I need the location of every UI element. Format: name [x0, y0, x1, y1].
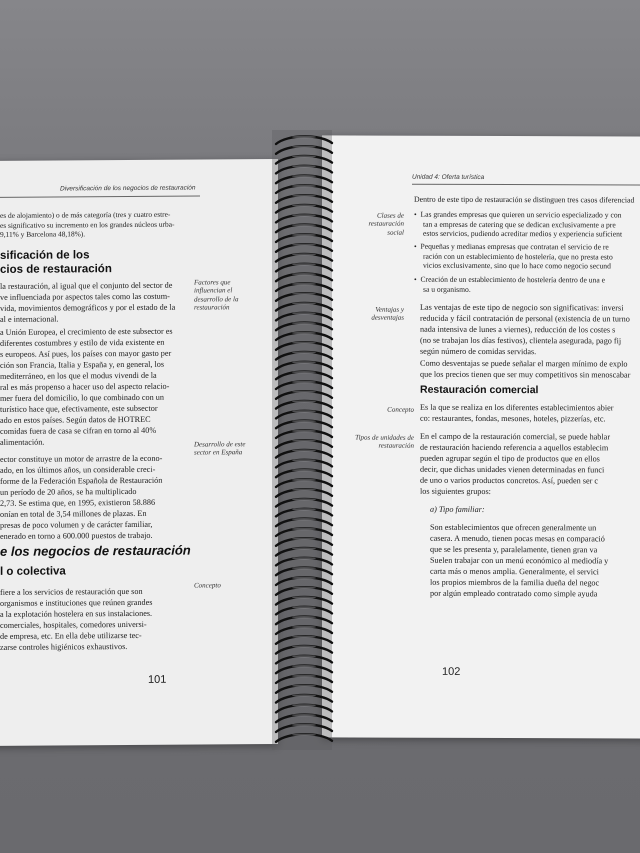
coil-highlight [292, 655, 316, 657]
coil-highlight [292, 136, 316, 138]
concepto-text: Es la que se realiza en los diferentes establecimientos abier co: restaurantes, fondas, mesones, hoteles, pizzerías, etc. [420, 402, 614, 424]
coil-highlight [292, 636, 316, 638]
margin-note-tipos: Tipos de unidades de restauración [355, 433, 414, 451]
coil-highlight [292, 675, 316, 677]
coil-highlight [292, 479, 316, 481]
coil-highlight [292, 704, 316, 706]
coil-highlight [292, 371, 316, 373]
left-header-rule [0, 196, 200, 198]
coil-highlight [292, 518, 316, 520]
coil-highlight [292, 469, 316, 471]
bullet-2: • Pequeñas y medianas empresas que contratan el servicio de re ración con un establecimiento de hostelería, que no presta esto vicios exclusivamente, sino que lo hace como negocio secund [414, 241, 613, 271]
coil-highlight [292, 195, 316, 197]
left-para-1: la restauración, al igual que el conjunto del sector de ve influenciada por aspectos tales como las costum- vida, movimientos demográficos y por el estado de la al e internacional. [0, 280, 176, 324]
right-page-header: Unidad 4: Oferta turística [412, 173, 485, 181]
big-heading: e los negocios de restauración [0, 542, 191, 559]
coil-highlight [292, 410, 316, 412]
coil-highlight [292, 175, 316, 177]
coil-highlight [292, 420, 316, 422]
coil-highlight [292, 498, 316, 500]
coil-highlight [292, 734, 316, 736]
left-para-3: ector constituye un motor de arrastre de la econo- ado, en los últimos años, un considerable creci- forme de la Federación Española de Restauración un período de 20 años, se ha multiplicado 2,73. Se estima que, en 1995, existieron 58.886 onían en total de 3,54 millones de plazas. En presas de poco volumen y de carácter familiar, enerado en torno a 600.000 puestos de trabajo. [0, 453, 163, 541]
section-title: sificación de los cios de restauración [0, 249, 112, 276]
coil-highlight [292, 596, 316, 598]
sub-heading: l o colectiva [0, 565, 66, 578]
left-intro: es de alojamiento) o de más categoría (tres y cuatro estre- es significativo su incremento en los grandes núcleos urba- 9,11% y Barcelona 48,18%). [0, 209, 175, 239]
margin-note-concepto-right: Concepto [387, 405, 414, 414]
coil-highlight [292, 165, 316, 167]
left-para-2: a Unión Europea, el crecimiento de este subsector es diferentes costumbres y estilo de vida existente en s europeos. Así pues, los países con mayor gasto per ción son Francia, Italia y España y, en general, los mediterráneo, en los que el modus vivendi de la ral es más propenso a hacer uso del aspecto relacio- mer fuera del domicilio, lo que combinado con un turístico hace que, efectivamente, este subsector ado en estos países. Según datos de HOTREC comidas fuera de casa se cifran en torno al 40% alimentación. [0, 326, 173, 447]
coil-highlight [292, 508, 316, 510]
ventajas-text: Las ventajas de este tipo de negocio son significativas: inversi reducida y fácil contratación de personal (existencia de un turno nada intensiva de lunes a viernes), reducción de los costes s (no se trabajan los días festivos), clientela asegurada, pago fij según número de comidas servidas. [420, 302, 630, 357]
tipos-text: En el campo de la restauración comercial, se puede hablar de restauración haciendo referencia a aquellos establecim pueden agrupar según el tipo de productos que en ellos decir, que dichas unidades vienen determinadas en funci de uno o varios productos concretos. Así, pueden ser c los siguientes grupos: [420, 431, 611, 496]
coil-highlight [292, 714, 316, 716]
coil-highlight [292, 449, 316, 451]
left-page-header: Diversificación de los negocios de restauración [60, 184, 196, 193]
coil-highlight [292, 293, 316, 295]
bullet-3: • Creación de un establecimiento de hostelería dentro de una e sa u organismo. [414, 274, 605, 294]
coil-highlight [292, 302, 316, 304]
spiral-binding [268, 130, 340, 750]
right-intro: Dentro de este tipo de restauración se distinguen tres casos diferenciad [414, 194, 635, 205]
left-para-4: fiere a los servicios de restauración que son organismos e instituciones que reúnen grandes a la explotación hostelera en sus instalaciones. comerciales, hospitales, comedores universi- de empresa, etc. En ella debe utilizarse tec- zarse controles higiénicos exhaustivos. [0, 586, 153, 652]
right-page [322, 135, 640, 738]
right-page-number: 102 [442, 665, 461, 678]
coil-highlight [292, 538, 316, 540]
right-header-rule [412, 184, 640, 186]
coil-highlight [292, 244, 316, 246]
coil-highlight [292, 146, 316, 148]
coil-highlight [292, 273, 316, 275]
coil-highlight [292, 694, 316, 696]
coil-highlight [292, 283, 316, 285]
coil-highlight [292, 430, 316, 432]
coil-highlight [292, 685, 316, 687]
coil-highlight [292, 263, 316, 265]
coil-highlight [292, 381, 316, 383]
coil-highlight [292, 665, 316, 667]
margin-note-ventajas: Ventajas y desventajas [371, 305, 404, 323]
left-page-number: 101 [148, 673, 167, 686]
coil-highlight [292, 361, 316, 363]
tipo-familiar-label: a) Tipo familiar: [430, 504, 485, 514]
familiar-text: Son establecimientos que ofrecen generalmente un casera. A menudo, tienen pocas mesas en comparació que se les presenta y, paralelamente, tienen gran va Suelen trabajar con un menú económico al mediodía y carta más o menos amplia. Generalmente, el servici los propios miembros de la familia dueña del negoc por algún empleado contratado como simple ayuda [430, 522, 609, 599]
coil-highlight [292, 224, 316, 226]
coil-highlight [292, 391, 316, 393]
coil-highlight [292, 577, 316, 579]
coil-highlight [292, 645, 316, 647]
coil-highlight [292, 489, 316, 491]
coil-highlight [292, 185, 316, 187]
coil-highlight [292, 440, 316, 442]
coil-highlight [292, 587, 316, 589]
margin-note-clases: Clases de restauración social [368, 211, 404, 237]
coil-highlight [292, 342, 316, 344]
coil-highlight [292, 557, 316, 559]
margin-note-concepto: Concepto [194, 581, 221, 590]
coil-highlight [292, 312, 316, 314]
coil-highlight [292, 253, 316, 255]
coil-highlight [292, 724, 316, 726]
coil-highlight [292, 567, 316, 569]
restauracion-comercial-heading: Restauración comercial [420, 383, 539, 397]
coil-highlight [292, 351, 316, 353]
bullet-1: • Las grandes empresas que quieren un servicio especializado y con tan a empresas de catering que se dedican exclusivamente a pre estos servicios, pudiendo acreditar medios y experiencia suficient [414, 209, 623, 239]
left-page [0, 159, 278, 746]
coil-highlight [292, 606, 316, 608]
coil-highlight [292, 626, 316, 628]
coil-highlight [292, 528, 316, 530]
coil-highlight [292, 547, 316, 549]
coil-highlight [292, 400, 316, 402]
desventajas-text: Como desventajas se puede señalar el margen mínimo de explo que los precios tienen que ser muy competitivos sin menoscabar [420, 358, 631, 380]
coil-highlight [292, 214, 316, 216]
margin-note-desarrollo: Desarrollo de este sector en España [194, 440, 246, 457]
coil-highlight [292, 204, 316, 206]
coil-highlight [292, 459, 316, 461]
coil-highlight [292, 155, 316, 157]
coil-highlight [292, 322, 316, 324]
coil-highlight [292, 332, 316, 334]
margin-note-factores: Factores que influencian el desarrollo de la restauración [194, 278, 239, 312]
coil-highlight [292, 616, 316, 618]
coil-highlight [292, 234, 316, 236]
